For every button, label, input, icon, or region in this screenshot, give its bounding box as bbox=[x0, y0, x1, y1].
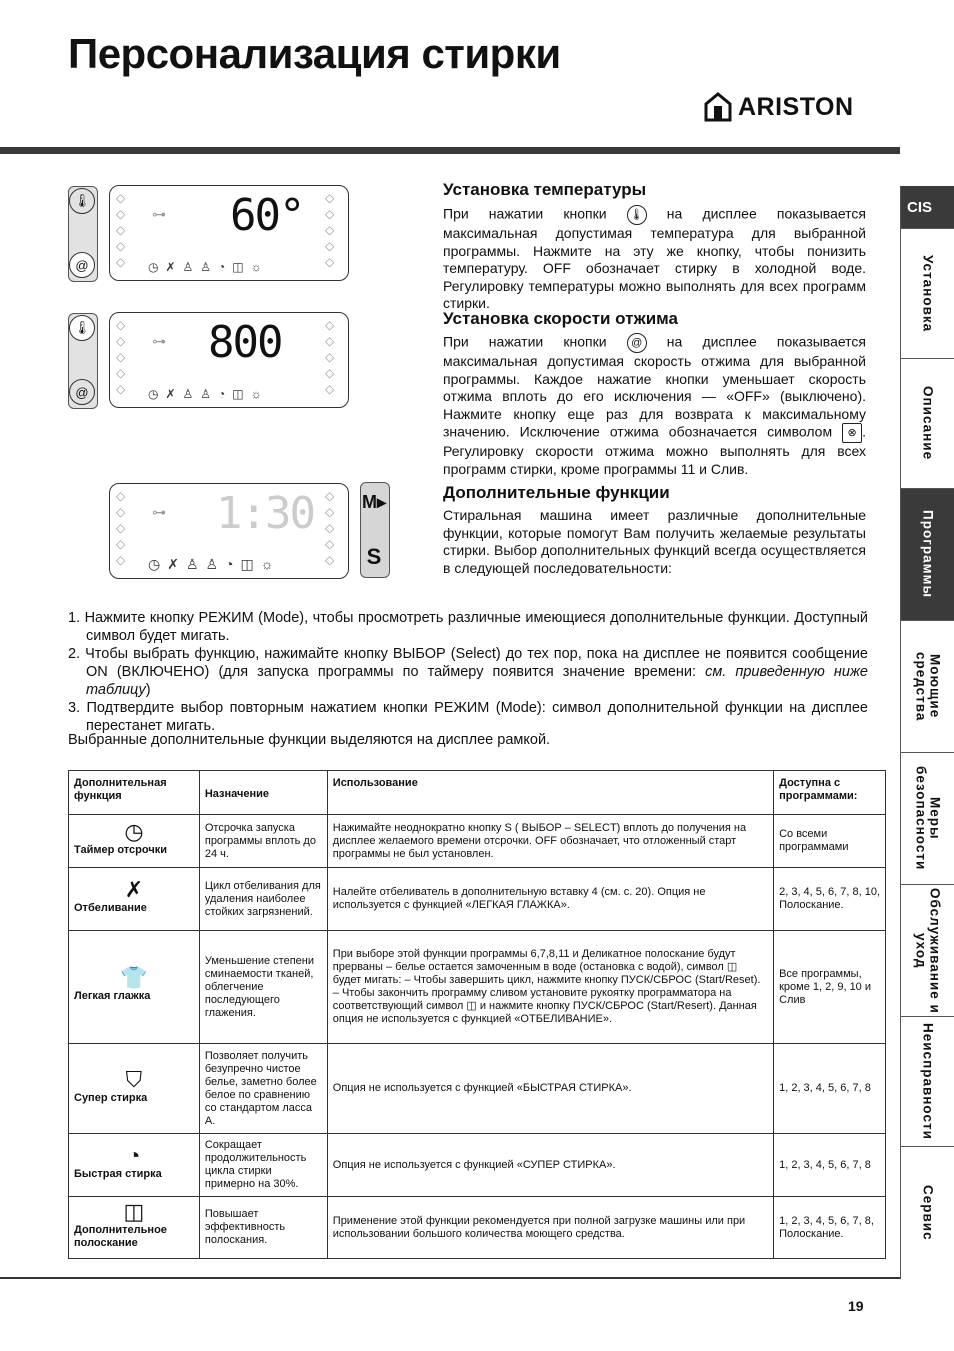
select-button[interactable]: S bbox=[366, 544, 382, 569]
programs-cell: 2, 3, 4, 5, 6, 7, 8, 10, Полоскание. bbox=[774, 868, 886, 931]
spin-heading: Установка скорости отжима bbox=[443, 309, 678, 328]
tab-service[interactable]: Сервис bbox=[901, 1146, 954, 1279]
spin-icon: @ bbox=[75, 384, 89, 400]
bleach-icon: ✗ bbox=[124, 877, 144, 902]
tab-safety[interactable]: Меры безопасности bbox=[901, 752, 954, 884]
programs-cell: 1, 2, 3, 4, 5, 6, 7, 8 bbox=[774, 1044, 886, 1134]
usage-cell: При выборе этой функции программы 6,7,8,11 и Деликатное полоскание будут прерваны – белье остается замоченным в воде (остановка с водой), символ ◫ будет мигать: – Чтобы завершить цикл, нажмите кнопку ПУСК/СБРОС (Start/Reset). – Чтобы закончить программу сливом установите рукоятку программатора на соответствующий символ ◫ и нажмите кнопку ПУСК/СБРОС (Start/Resert). Данная опция не используется с функцией «ОТБЕЛИВАНИЕ». bbox=[327, 931, 773, 1044]
display-right-icons: ◇ ◇ ◇ ◇ ◇ bbox=[325, 318, 335, 396]
easy-iron-icon: 👕 bbox=[120, 965, 148, 990]
usage-cell: Опция не используется с функцией «СУПЕР СТИРКА». bbox=[327, 1134, 773, 1197]
no-spin-icon: ⊗ bbox=[842, 423, 862, 443]
display-function-icons: ◷✗♙♙◔◫☼ bbox=[148, 387, 269, 401]
brand-name: ARISTON bbox=[738, 92, 854, 121]
table-header-row bbox=[69, 771, 886, 815]
spin-text: При нажатии кнопки @ на дисплее показывается максимальная допустимая скорость отжима для выбранной программы. Каждое нажатие кнопки уменьшает скорость отжима вплоть до его исключения — «OFF» (выключено). Нажмите кнопку еще раз для возврата к максимальному значению. Исключение отжима обозначается символом ⊗ . Регулировку скорости отжима можно выполнять для всех программ стирки, кроме программы 11 и Слив. bbox=[443, 333, 867, 477]
function-cell: ✗ Отбеливание bbox=[69, 868, 200, 931]
column-header: Дополнительная функция bbox=[69, 771, 200, 815]
key-icon: ⊶ bbox=[152, 504, 166, 520]
mode-button[interactable]: M▸ bbox=[362, 492, 387, 512]
table-row bbox=[69, 931, 886, 1044]
display-left-icons: ◇ ◇ ◇ ◇ ◇ bbox=[116, 318, 126, 396]
thermometer-icon: 🌡 bbox=[627, 205, 647, 225]
table-row bbox=[69, 1197, 886, 1259]
display-function-icons: ◷✗♙♙◔◫☼ bbox=[148, 260, 269, 274]
step-item: 3. Подтвердите выбор повторным нажатием кнопки РЕЖИМ (Mode): символ дополнительной функции на дисплее перестанет мигать. bbox=[68, 700, 868, 734]
spin-icon: @ bbox=[75, 257, 89, 273]
programs-cell: 1, 2, 3, 4, 5, 6, 7, 8 bbox=[774, 1134, 886, 1197]
temperature-button[interactable] bbox=[69, 315, 95, 341]
column-header: Доступна с программами: bbox=[774, 771, 886, 815]
column-header: Назначение bbox=[199, 771, 327, 815]
temperature-heading: Установка температуры bbox=[443, 180, 647, 199]
usage-cell: Опция не используется с функцией «БЫСТРАЯ СТИРКА». bbox=[327, 1044, 773, 1134]
function-cell: ◫ Дополнительное полоскание bbox=[69, 1197, 200, 1259]
display-left-icons: ◇ ◇ ◇ ◇ ◇ bbox=[116, 191, 126, 269]
usage-cell: Нажимайте неоднократно кнопку S ( ВЫБОР – SELECT) вплоть до получения на дисплее желаемого времени отсрочки. OFF обозначает, что отложенный старт программы не был установлен. bbox=[327, 815, 773, 868]
tab-description[interactable]: Описание bbox=[901, 358, 954, 488]
extras-heading: Дополнительные функции bbox=[443, 483, 670, 502]
purpose-cell: Отсрочка запуска программы вплоть до 24 ч. bbox=[199, 815, 327, 868]
house-logo-icon bbox=[704, 92, 732, 122]
key-icon: ⊶ bbox=[152, 333, 166, 349]
thermometer-icon: 🌡 bbox=[73, 320, 91, 335]
brand-logo bbox=[704, 92, 854, 122]
display-right-icons: ◇ ◇ ◇ ◇ ◇ bbox=[325, 191, 335, 269]
usage-cell: Применение этой функции рекомендуется при полной загрузке машины или при использовании большого количества моющего средства. bbox=[327, 1197, 773, 1259]
tab-troubleshooting[interactable]: Неисправности bbox=[901, 1016, 954, 1146]
page-title: Персонализация стирки bbox=[68, 30, 561, 77]
purpose-cell: Сокращает продолжительность цикла стирки примерно на 30%. bbox=[199, 1134, 327, 1197]
column-header: Использование bbox=[327, 771, 773, 815]
options-table bbox=[68, 770, 886, 1259]
header-rule bbox=[0, 147, 900, 154]
spin-icon: @ bbox=[627, 333, 647, 353]
timer-icon: ◷ bbox=[124, 819, 144, 844]
temperature-text: При нажатии кнопки 🌡 на дисплее показывается максимальная допустимая температура для выбранной программы. Нажмите на эту же кнопку, чтобы понизить температуру. OFF обозначает стирку в холодной воде. Регулировку температуры можно выполнять для всех программ стирки. bbox=[443, 205, 867, 312]
programs-cell: Со всеми программами bbox=[774, 815, 886, 868]
purpose-cell: Цикл отбеливания для удаления наиболее стойких загрязнений. bbox=[199, 868, 327, 931]
spin-readout: 800 bbox=[208, 317, 282, 368]
programs-cell: Все программы, кроме 1, 2, 9, 10 и Слив bbox=[774, 931, 886, 1044]
table-row bbox=[69, 1134, 886, 1197]
purpose-cell: Повышает эффективность полоскания. bbox=[199, 1197, 327, 1259]
table-row bbox=[69, 868, 886, 931]
quick-wash-icon: ◔ bbox=[127, 1143, 141, 1168]
temperature-button[interactable] bbox=[69, 188, 95, 214]
final-note: Выбранные дополнительные функции выделяются на дисплее рамкой. bbox=[68, 732, 551, 748]
display-right-icons: ◇ ◇ ◇ ◇ ◇ bbox=[325, 489, 335, 567]
lcd-display bbox=[109, 312, 349, 408]
lcd-display bbox=[109, 185, 349, 281]
tab-detergents[interactable]: Моющие средства bbox=[901, 620, 954, 752]
temperature-readout: 60° bbox=[230, 190, 304, 241]
table-row bbox=[69, 815, 886, 868]
steps-list bbox=[68, 609, 868, 735]
thermometer-icon: 🌡 bbox=[73, 193, 91, 208]
key-icon: ⊶ bbox=[152, 206, 166, 222]
lcd-display bbox=[109, 483, 349, 579]
tab-installation[interactable]: Установка bbox=[901, 228, 954, 358]
purpose-cell: Уменьшение степени сминаемости тканей, облегчение последующего глажения. bbox=[199, 931, 327, 1044]
step-item: 1. Нажмите кнопку РЕЖИМ (Mode), чтобы просмотреть различные имеющиеся дополнительные функции. Доступный символ будет мигать. bbox=[68, 610, 868, 644]
programs-cell: 1, 2, 3, 4, 5, 6, 7, 8, Полоскание. bbox=[774, 1197, 886, 1259]
table-row bbox=[69, 1044, 886, 1134]
tab-programs[interactable]: Программы bbox=[901, 488, 954, 620]
footer-rule bbox=[0, 1277, 900, 1279]
page-number: 19 bbox=[848, 1298, 864, 1314]
time-readout: 1:30 bbox=[216, 488, 314, 539]
spin-button[interactable] bbox=[69, 379, 95, 405]
display-function-icons: ◷✗♙♙◔◫☼ bbox=[148, 556, 281, 572]
extras-text: Стиральная машина имеет различные дополнительные функции, которые помогут Вам получить желаемые результаты стирки. Выбор дополнительных функций всегда осуществляется в следующей последовательности: bbox=[443, 507, 866, 576]
purpose-cell: Позволяет получить безупречно чистое белье, заметно более белое по сравнению со стандартом ласса А. bbox=[199, 1044, 327, 1134]
step-item: 2. Чтобы выбрать функцию, нажимайте кнопку ВЫБОР (Select) до тех пор, пока на дисплее не появится сообщение ON (ВКЛЮЧЕНО) (для запуска программы по таймеру появится значение времени: см. приведенную ниже таблицу) bbox=[68, 646, 868, 698]
function-cell: ⛉ Супер стирка bbox=[69, 1044, 200, 1134]
extra-rinse-icon: ◫ bbox=[123, 1199, 145, 1224]
lang-tab: CIS bbox=[901, 186, 954, 228]
spin-button[interactable] bbox=[69, 252, 95, 278]
super-wash-icon: ⛉ bbox=[125, 1066, 143, 1092]
display-left-icons: ◇ ◇ ◇ ◇ ◇ bbox=[116, 489, 126, 567]
function-cell: ◔ Быстрая стирка bbox=[69, 1134, 200, 1197]
tab-maintenance[interactable]: Обслуживание и уход bbox=[901, 884, 954, 1016]
function-cell: ◷ Таймер отсрочки bbox=[69, 815, 200, 868]
usage-cell: Налейте отбеливатель в дополнительную вставку 4 (см. с. 20). Опция не используется с функцией «ЛЕГКАЯ ГЛАЖКА». bbox=[327, 868, 773, 931]
function-cell: 👕 Легкая глажка bbox=[69, 931, 200, 1044]
